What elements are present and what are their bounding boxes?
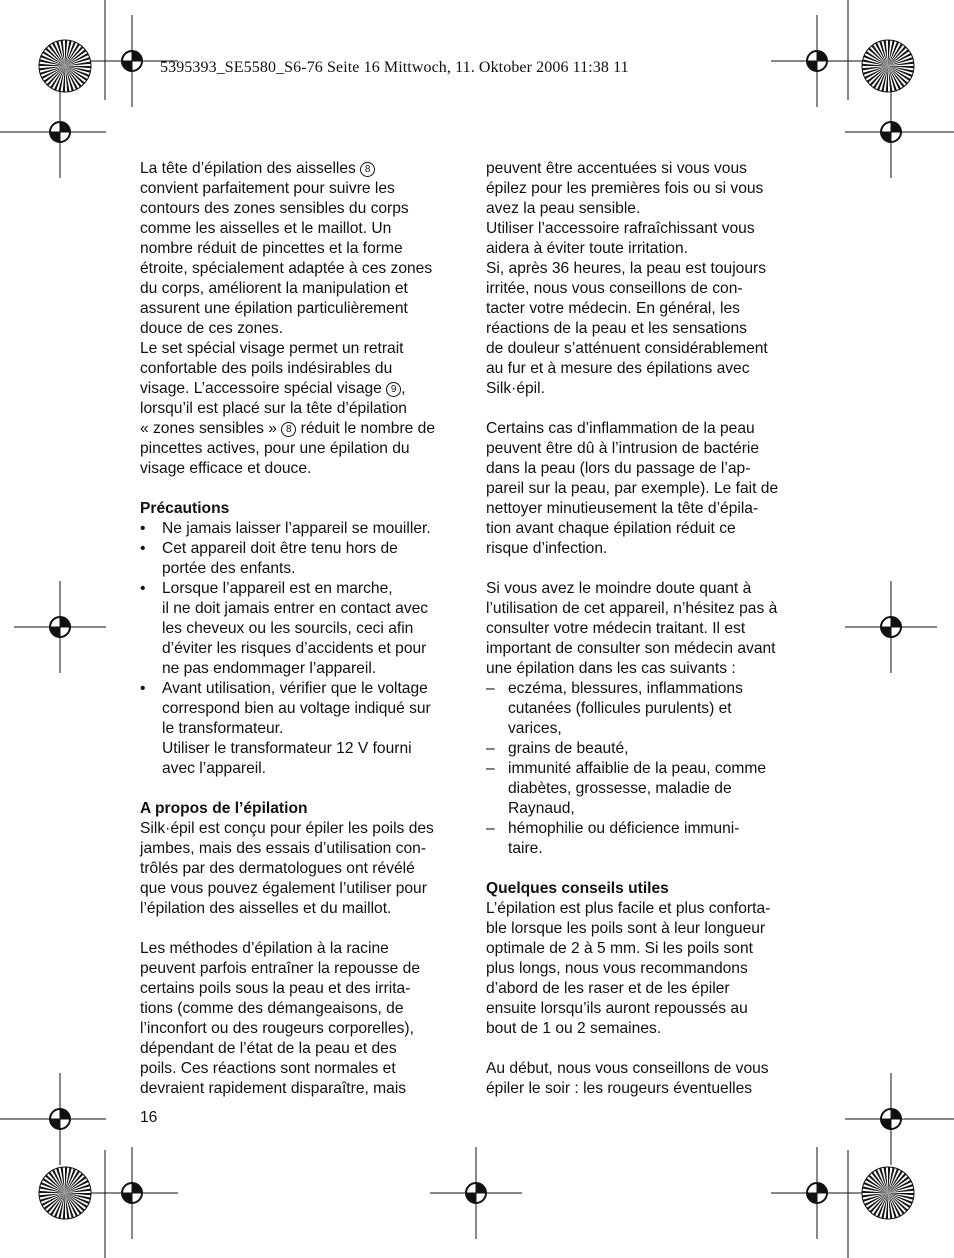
list-marker: • xyxy=(140,680,146,697)
text-line: que vous pouvez également l’utiliser pour xyxy=(140,880,427,897)
reference-number: 9 xyxy=(386,382,401,397)
registration-mark-bottom-left xyxy=(86,1147,178,1239)
registration-mark-left-bottom xyxy=(14,1073,106,1165)
text-line: plus longs, nous vous recommandons xyxy=(486,960,748,977)
paragraph xyxy=(486,579,816,679)
list-item-line: – eczéma, blessures, inflammations xyxy=(486,680,743,697)
list-item-line: taire. xyxy=(508,840,543,857)
text-line: douce de ces zones. xyxy=(140,320,284,337)
text-line: visage. L’accessoire spécial visage 9 , xyxy=(140,380,406,397)
text-line: L’épilation est plus facile et plus conforta- xyxy=(486,900,771,917)
registration-mark-left-middle xyxy=(14,581,106,673)
text-line: pareil sur la peau, par exemple). Le fait de xyxy=(486,480,779,497)
text-line: trôlés par des dermatologues ont révélé xyxy=(140,860,415,877)
text-line: consulter votre médecin traitant. Il est xyxy=(486,620,746,637)
left-column xyxy=(140,159,470,1099)
registration-mark-top-right xyxy=(771,15,863,107)
text-line: certains poils sous la peau et des irrita- xyxy=(140,980,411,997)
text-line: nombre réduit de pincettes et la forme xyxy=(140,240,403,257)
text-line: peuvent parfois entraîner la repousse de xyxy=(140,960,421,977)
text-line: épilez pour les premières fois ou si vous xyxy=(486,180,764,197)
text-line: ensuite lorsqu’ils auront repoussés au xyxy=(486,1000,748,1017)
text-line: important de consulter son médecin avant xyxy=(486,640,776,657)
paragraph xyxy=(140,439,470,479)
text-line: bout de 1 ou 2 semaines. xyxy=(486,1020,662,1037)
text-line: du corps, améliorent la manipulation et xyxy=(140,280,408,297)
text-line: Silk·épil. xyxy=(486,380,545,397)
list-item-line: – hémophilie ou déficience immuni- xyxy=(486,820,740,837)
registration-mark-right-bottom xyxy=(845,1073,937,1165)
text-line: Si, après 36 heures, la peau est toujours xyxy=(486,260,766,277)
text-line: convient parfaitement pour suivre les xyxy=(140,180,395,197)
registration-mark-right-top xyxy=(845,86,937,178)
right-column xyxy=(486,159,816,1099)
text-line: assurent une épilation particulièrement xyxy=(140,300,408,317)
text-line: l’épilation des aisselles et du maillot. xyxy=(140,900,392,917)
text-line: comme les aisselles et le maillot. Un xyxy=(140,220,392,237)
text-line: de douleur s’atténuent considérablement xyxy=(486,340,768,357)
star-target xyxy=(862,1167,914,1219)
paragraph xyxy=(486,1059,816,1099)
text-line: « zones sensibles » 8 réduit le nombre de xyxy=(140,420,436,437)
text-line: aidera à éviter toute irritation. xyxy=(486,240,688,257)
paragraph xyxy=(140,819,470,919)
text-line: une épilation dans les cas suivants : xyxy=(486,660,736,677)
list-item-line: • Avant utilisation, vérifier que le voltage xyxy=(140,680,428,697)
list-item-line: – grains de beauté, xyxy=(486,740,629,757)
list-item-line: • Cet appareil doit être tenu hors de xyxy=(140,540,398,557)
page-number: 16 xyxy=(140,1109,158,1126)
text-line: tacter votre médecin. En général, les xyxy=(486,300,740,317)
list-item-line: il ne doit jamais entrer en contact avec xyxy=(162,600,429,617)
list-marker: • xyxy=(140,580,146,597)
list-item-line: diabètes, grossesse, maladie de xyxy=(508,780,732,797)
paragraph xyxy=(140,179,470,379)
text-line: devraient rapidement disparaître, mais xyxy=(140,1080,407,1097)
paragraph xyxy=(486,159,816,399)
list-item-line: Raynaud, xyxy=(508,800,575,817)
list-item-line: cutanées (follicules purulents) et xyxy=(508,700,732,717)
text-line: dans la peau (lors du passage de l’ap- xyxy=(486,460,751,477)
text-line: épiler le soir : les rougeurs éventuelles xyxy=(486,1080,753,1097)
text-line: confortable des poils indésirables du xyxy=(140,360,393,377)
text-line: d’abord de les raser et de les épiler xyxy=(486,980,730,997)
section-heading: Précautions xyxy=(140,500,230,517)
text-line: lorsqu’il est placé sur la tête d’épilation xyxy=(140,400,407,417)
text-line: Le set spécial visage permet un retrait xyxy=(140,340,404,357)
list-marker: – xyxy=(486,740,495,757)
text-line: réactions de la peau et les sensations xyxy=(486,320,747,337)
paragraph xyxy=(140,939,470,1099)
dash-list xyxy=(486,679,816,859)
list-item-line: – immunité affaiblie de la peau, comme xyxy=(486,760,767,777)
list-item-line: varices, xyxy=(508,720,562,737)
text-line: tions (comme des démangeaisons, de xyxy=(140,1000,404,1017)
star-target xyxy=(39,40,91,92)
list-item-line: • Lorsque l’appareil est en marche, xyxy=(140,580,393,597)
text-line: l’utilisation de cet appareil, n’hésitez pas à xyxy=(486,600,778,617)
text-line: optimale de 2 à 5 mm. Si les poils sont xyxy=(486,940,753,957)
star-target xyxy=(39,1167,91,1219)
text-line: Au début, nous vous conseillons de vous xyxy=(486,1060,769,1077)
registration-mark-bottom-right xyxy=(771,1147,863,1239)
print-slug: 5395393_SE5580_S6-76 Seite 16 Mittwoch, 11. Oktober 2006 11:38 11 xyxy=(160,59,629,76)
text-line: peuvent être accentuées si vous vous xyxy=(486,160,747,177)
registration-mark-bottom-center xyxy=(430,1147,522,1239)
text-line: poils. Ces réactions sont normales et xyxy=(140,1060,396,1077)
list-item-line: avec l’appareil. xyxy=(162,760,267,777)
text-line: Utiliser l’accessoire rafraîchissant vous xyxy=(486,220,755,237)
text-line: visage efficace et douce. xyxy=(140,460,312,477)
list-marker: • xyxy=(140,540,146,557)
text-line: contours des zones sensibles du corps xyxy=(140,200,409,217)
list-marker: • xyxy=(140,520,146,537)
text-line: pincettes actives, pour une épilation du xyxy=(140,440,410,457)
list-item-line: Utiliser le transformateur 12 V fourni xyxy=(162,740,412,757)
list-item-line: d’éviter les risques d’accidents et pour xyxy=(162,640,427,657)
section-heading: A propos de l’épilation xyxy=(140,800,308,817)
bullet-list xyxy=(140,519,470,779)
text-line: jambes, mais des essais d’utilisation con- xyxy=(140,840,427,857)
section-heading: Quelques conseils utiles xyxy=(486,880,669,897)
text-line: Si vous avez le moindre doute quant à xyxy=(486,580,752,597)
list-item-line: les cheveux ou les sourcils, ceci afin xyxy=(162,620,414,637)
text-line: dépendant de l’état de la peau et des xyxy=(140,1040,397,1057)
text-line: irritée, nous vous conseillons de con- xyxy=(486,280,743,297)
registration-mark-left-top xyxy=(14,86,106,178)
registration-mark-right-middle xyxy=(845,581,937,673)
text-line: étroite, spécialement adaptée à ces zones xyxy=(140,260,433,277)
text-line: tion avant chaque épilation réduit ce xyxy=(486,520,736,537)
paragraph xyxy=(486,419,816,559)
list-item-line: correspond bien au voltage indiqué sur xyxy=(162,700,431,717)
text-line: au fur et à mesure des épilations avec xyxy=(486,360,750,377)
paragraph xyxy=(486,899,816,1039)
reference-number: 8 xyxy=(360,162,375,177)
text-line: Silk·épil est conçu pour épiler les poils des xyxy=(140,820,434,837)
list-marker: – xyxy=(486,680,495,697)
list-marker: – xyxy=(486,760,495,777)
star-target xyxy=(862,40,914,92)
text-line: risque d’infection. xyxy=(486,540,608,557)
list-item-line: • Ne jamais laisser l’appareil se mouiller. xyxy=(140,520,431,537)
text-line: ble lorsque les poils sont à leur longueur xyxy=(486,920,766,937)
text-line: La tête d’épilation des aisselles 8 xyxy=(140,159,470,179)
list-item-line: ne pas endommager l’appareil. xyxy=(162,660,377,677)
text-line: l’inconfort ou des rougeurs corporelles), xyxy=(140,1020,414,1037)
list-item-line: le transformateur. xyxy=(162,720,284,737)
text-line: Certains cas d’inflammation de la peau xyxy=(486,420,755,437)
text-line: Les méthodes d’épilation à la racine xyxy=(140,940,389,957)
list-marker: – xyxy=(486,820,495,837)
text-line: nettoyer minutieusement la tête d’épila- xyxy=(486,500,759,517)
text-line: avez la peau sensible. xyxy=(486,200,641,217)
list-item-line: portée des enfants. xyxy=(162,560,296,577)
text-line: peuvent être dû à l’intrusion de bactérie xyxy=(486,440,760,457)
reference-number: 8 xyxy=(281,422,296,437)
